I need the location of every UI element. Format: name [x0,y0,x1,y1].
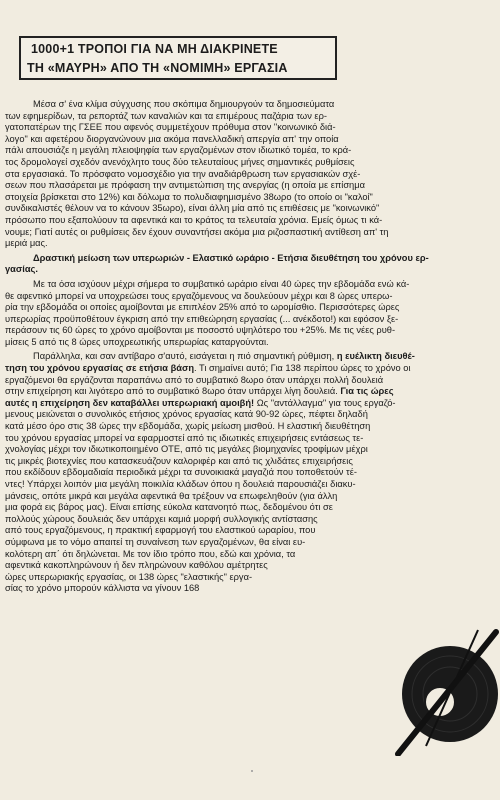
text-line: σεων που πλασάρεται με πρόφαση την αντιμετώπιση της ανεργίας (η οποία με επίσημα [5,180,365,191]
text-line: τις μικρές βιοτεχνίες που κατασκευάζουν καλοριφέρ και από τις χλιδάτες επιχειρήσεις [5,455,353,466]
emphasis-run: Για τις ώρες [340,386,394,397]
text-line: σύμφωνα με το νόμο απαιτεί τη συναίνεση των εργαζομένων, θα είναι ευ- [5,536,306,547]
text-line: κολότερη απ΄ ότι δηλώνεται. Με τον ίδιο τρόπο που, εδώ και χρόνια, τα [5,548,296,559]
text-line: ντες! Υπάρχει λοιπόν μια μεγάλη ποικιλία κλάδων όπου η δουλειά παρουσιάζει διακυ- [5,479,356,489]
text-line: σίας το χρόνο μπορούν κάλλιστα να γίνουν 168 [5,583,200,594]
emphasis-run: τηση του χρόνου εργασίας σε ετήσια βάση [5,363,195,374]
text-line: μενους μειώνεται ο συνολικός ετήσιος χρόνος εργασίας κατά 90-92 ώρες, πέφτει δηλαδή [5,409,368,420]
text-line: Με τα όσα ισχύουν μέχρι σήμερα το συμβατικό ωράριο είναι 40 ώρες την εβδομάδα ενώ κά- [33,278,410,289]
text-line: μια φορά εις βάρος μας). Είναι επίσης εύκολα κατανοητό πως, δεδομένου ότι σε [5,502,333,513]
text-line: συνδικαλιστές θέλουν να το κάνουν 35ωρο), είναι άλλη μία από τις επιθέσεις με "κοινωνικό" [5,203,380,214]
text-line: από τους εργαζόμενους, η πρακτική εφαρμογή του ελαστικού ωραρίου, που [5,525,316,536]
text-line: ρία την εβδομάδα οι οποίες αμοίβονται με επιπλέον 25% από το ωρομίσθιο. Περισσότερες ώρες [5,302,400,313]
text-line [5,398,495,410]
text-line: που εκδίδουν εβδομαδιαία περιοδικά μέχρι τα συνοικιακά μαγαζιά που τοποθετούν τέ- [5,467,357,478]
article-body [5,99,495,595]
text-line: μίσεις 5 από τις 8 ώρες υποχρεωτικής υπερωρίας καταργούνται. [5,336,269,347]
text-line: ώρες υπερωριακής εργασίας, οι 138 ώρες "ελαστικής" εργα- [5,571,253,582]
text-line [5,363,495,375]
article-title-line-2: ΤΗ «ΜΑΥΡΗ» ΑΠΟ ΤΗ «ΝΟΜΙΜΗ» ΕΡΓΑΣΙΑ [27,61,288,75]
text-line: χνολογίας μέχρι τον ιδιωτικοποιημένο ΟΤΕ, από τις μεγάλες βιομηχανίες τροφίμων μέχρι [5,444,368,455]
text-line: Μέσα σ' ένα κλίμα σύγχυσης που σκόπιμα δημιουργούν τα δημοσιεύματα [33,99,335,109]
text-line: λογο" και αφετέρου διοργανώνουν μια ακόμα πανελλαδική απεργία απ' την οποία [5,133,339,144]
text-line: μάνσεις, οπότε μικρά και μεγάλα αφεντικά θα τρέξουν να επωφεληθούν (για άλλη [5,490,338,501]
text-line [5,351,495,363]
emphasis-run: η ευέλικτη διευθέ- [336,351,415,362]
text-line [5,386,495,398]
text-line: υπερωρίας προϋποθέτουν έγκριση από την επιθεώρηση εργασίας (... ανέκδοτο!) και εφόσον ξε- [5,313,399,324]
text-run: . Τι σημαίνει αυτό; Για 138 περίπου ώρες το χρόνο οι [194,363,411,374]
section-heading: Δραστική μείωση των υπερωριών - Ελαστικό ωράριο - Ετήσια διευθέτηση του χρόνου ερ- [33,252,429,263]
text-run: στην επιχείρηση και λιγότερο από το συμβατικό 8ωρο όταν υπάρχει λίγη δουλειά. [5,386,341,397]
text-line: εργαζόμενοι θα εργάζονται παραπάνω από το συμβατικό 8ωρο όταν υπάρχει πολλή δουλειά [5,374,384,385]
article-title-box [19,36,337,80]
text-line: πάλι απουσιάζε η μεγάλη πλειοψηφία των εργαζομένων στον ιδιωτικό τομέα, το κρά- [5,145,352,156]
text-line: στοιχεία βρίσκεται στο 12%) και δόλωμα το πολυδιαφημισμένο 38ωρο (το οποίο οι "καλοί" [5,191,373,202]
text-line: κατά μέσο όρο στις 38 ώρες την εβδομάδα, χωρίς μείωση μισθού. Η ελαστική διευθέτηση [5,421,371,432]
text-line: πολλούς χώρους δουλειάς δεν υπάρχει καμιά μορφή συλλογικής αντίστασης [5,513,318,524]
text-line: μεριά μας. [5,238,48,249]
text-line: στα εργασιακά. Το πρόσφατο νομοσχέδιο για την αναδιάρθρωση των εργασιακών σχέ- [5,168,361,179]
text-run: Παράλληλα, και σαν αντίβαρο σ'αυτό, εισάγεται η πιό σημαντική ρύθμιση, [33,351,337,362]
text-line: των εφημερίδων, τα ρεπορτάζ των καναλιών και τα επιμέρους παζάρια των ερ- [5,110,327,121]
text-line: περάσουν τις 60 ώρες το χρόνο αμοίβονται με ποσοστό υψηλότερο του +25%. Με τις νέες ρυθ- [5,325,396,336]
text-line: πρόσωπο που εξαπολύουν τα αφεντικά και το κράτος τα τελευταία χρόνια. Εμείς όμως τι κά- [5,214,383,225]
page-dot [251,770,253,772]
text-line: γατοπατέρων της ΓΣΕΕ που αφενός συμμετέχουν πρόθυμα στον "κοινωνικό διά- [5,122,336,133]
text-line: νουμε; Γιατί αυτές οι ρυθμίσεις δεν έχουν συναντήσει ακόμα μια ριζοσπαστική αντίθεση απ' τη [5,226,389,237]
section-heading-cont: γασίας. [5,264,38,275]
emphasis-run: αυτές η επιχείρηση δεν καταβάλλει υπερωριακή αμοιβή! [5,397,255,408]
record-clock-illustration [392,628,500,756]
article-title-line-1: 1000+1 ΤΡΟΠΟΙ ΓΙΑ ΝΑ ΜΗ ΔΙΑΚΡΙΝΕΤΕ [31,42,278,56]
text-line: τος δρομολογεί σχεδόν ανενόχλητο τους δύο τελευταίους μήνες σημαντικές ρυθμίσεις [5,156,355,167]
text-line: του χρόνου εργασίας μπορεί να εφαρμοστεί από τις ιδιωτικές επιχειρήσεις εντάσεως τε- [5,432,364,443]
text-line: θε αφεντικό μπορεί να υποχρεώσει τους εργαζόμενους να δουλεύουν μέχρι και 8 ώρες υπερω- [5,290,393,301]
text-line: αφεντικά κακοπληρώνουν ή δεν πληρώνουν καθόλου αμέτρητες [5,560,268,571]
text-run: Ως "αντάλλαγμα" για τους εργαζό- [254,397,396,408]
